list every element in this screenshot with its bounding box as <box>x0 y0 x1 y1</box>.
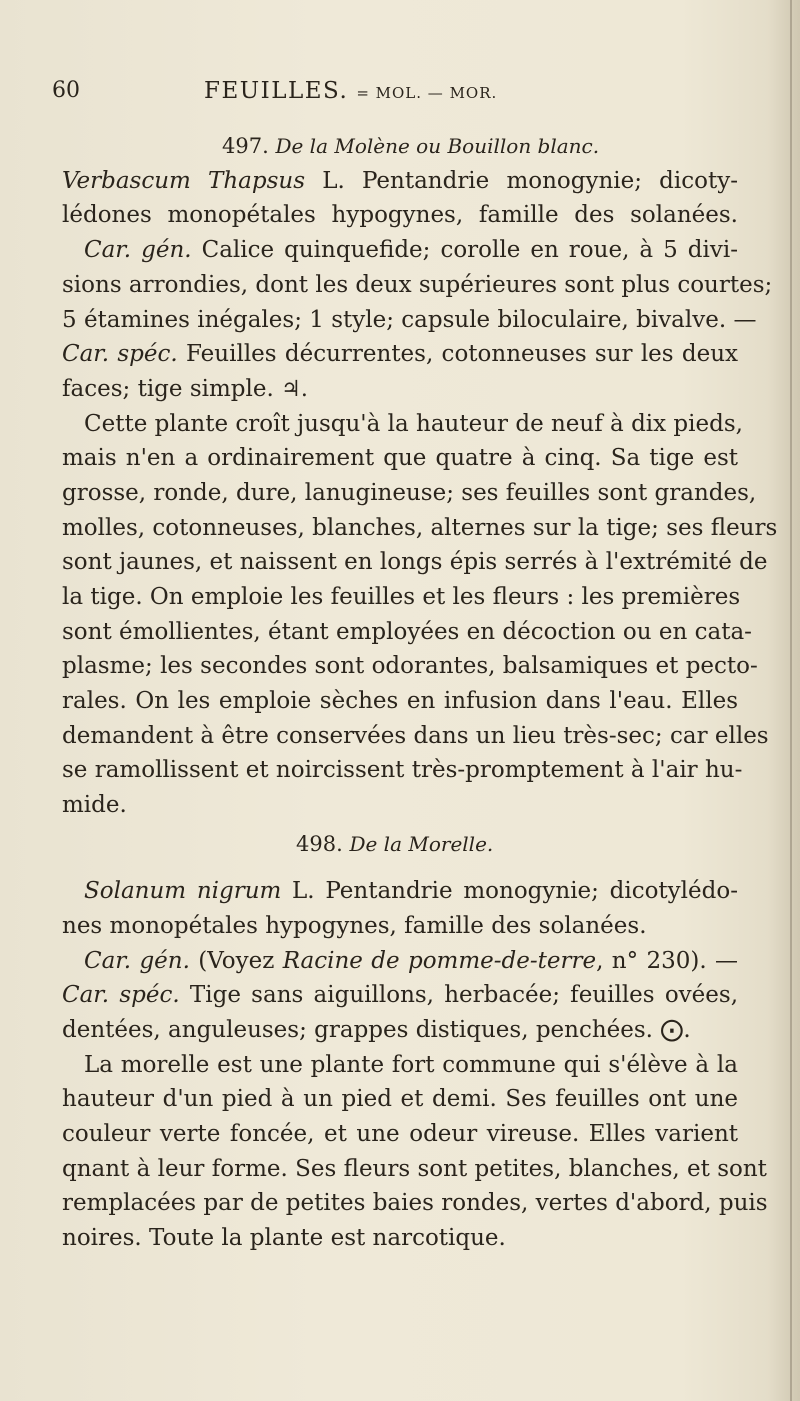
entry-498-title: De la Morelle. <box>349 832 494 856</box>
text-line: Solanum nigrum L. Pentandrie monogynie; dicotylédo- <box>84 878 738 904</box>
text-line: dentées, anguleuses; grappes distiques, penchées. ⨀. <box>62 1017 691 1043</box>
text-line: Car. gén. (Voyez Racine de pomme-de-terre, n° 230). — <box>84 948 739 974</box>
text-line: Car. gén. Calice quinquefide; corolle en roue, à 5 divi- <box>84 237 738 263</box>
text-line: Car. spéc. Feuilles décurrentes, cotonneuses sur les deux <box>62 341 738 367</box>
text-line: demandent à être conservées dans un lieu très-sec; car elles <box>62 723 769 749</box>
text-line: se ramollissent et noircissent très-promptement à l'air hu- <box>62 757 743 783</box>
annual-symbol-icon: ⨀. <box>660 1017 691 1043</box>
text-line: plasme; les secondes sont odorantes, balsamiques et pecto- <box>62 653 758 679</box>
species-name: Solanum nigrum <box>84 878 282 904</box>
section-label: Car. gén. <box>84 948 190 974</box>
text-line: rales. On les emploie sèches en infusion dans l'eau. Elles <box>62 688 738 714</box>
text-line: La morelle est une plante fort commune qui s'élève à la <box>84 1052 738 1078</box>
text-line: qnant à leur forme. Ses fleurs sont petites, blanches, et sont <box>62 1156 767 1182</box>
text-line: faces; tige simple. ♃. <box>62 376 308 402</box>
text-line: grosse, ronde, dure, lanugineuse; ses feuilles sont grandes, <box>62 480 757 506</box>
section-label: Car. spéc. <box>62 341 178 367</box>
running-title-range: = MOL. — MOR. <box>356 84 498 102</box>
text-line: Verbascum Thapsus L. Pentandrie monogynie; dicoty- <box>62 168 738 194</box>
entry-497-heading <box>222 131 599 161</box>
text-line: molles, cotonneuses, blanches, alternes sur la tige; ses fleurs <box>62 515 778 541</box>
species-name: Verbascum Thapsus <box>62 168 306 194</box>
text-line: remplacées par de petites baies rondes, vertes d'abord, puis <box>62 1190 768 1216</box>
text-line: couleur verte foncée, et une odeur vireuse. Elles varient <box>62 1121 738 1147</box>
entry-498-heading <box>296 829 493 859</box>
text-line: mais n'en a ordinairement que quatre à cinq. Sa tige est <box>62 445 738 471</box>
entry-498-number: 498. <box>296 832 343 856</box>
page-number: 60 <box>52 78 80 103</box>
text-line: Car. spéc. Tige sans aiguillons, herbacée; feuilles ovées, <box>62 982 739 1008</box>
cross-reference: Racine de pomme-de-terre <box>282 948 597 974</box>
perennial-symbol-icon: ♃. <box>281 377 308 402</box>
text-line: noires. Toute la plante est narcotique. <box>62 1225 506 1251</box>
text-line: 5 étamines inégales; 1 style; capsule biloculaire, bivalve. — <box>62 307 757 333</box>
text-line: mide. <box>62 792 127 818</box>
text-line: la tige. On emploie les feuilles et les fleurs : les premières <box>62 584 741 610</box>
text-line: sions arrondies, dont les deux supérieures sont plus courtes; <box>62 272 773 298</box>
text-line: hauteur d'un pied à un pied et demi. Ses feuilles ont une <box>62 1086 738 1112</box>
section-label: Car. spéc. <box>62 982 180 1008</box>
entry-497-number: 497. <box>222 134 269 158</box>
text-line: sont jaunes, et naissent en longs épis serrés à l'extrémité de <box>62 549 768 575</box>
text-line: sont émollientes, étant employées en décoction ou en cata- <box>62 619 752 645</box>
page-header <box>52 78 752 108</box>
text-line: nes monopétales hypogynes, famille des solanées. <box>62 913 647 939</box>
running-title <box>204 78 497 104</box>
running-title-main: FEUILLES. <box>204 78 349 104</box>
text-line: Cette plante croît jusqu'à la hauteur de neuf à dix pieds, <box>84 411 743 437</box>
page-edge-shadow <box>790 0 792 1401</box>
section-label: Car. gén. <box>84 237 192 263</box>
text-line: lédones monopétales hypogynes, famille des solanées. <box>62 202 738 228</box>
entry-497-title: De la Molène ou Bouillon blanc. <box>275 134 600 158</box>
